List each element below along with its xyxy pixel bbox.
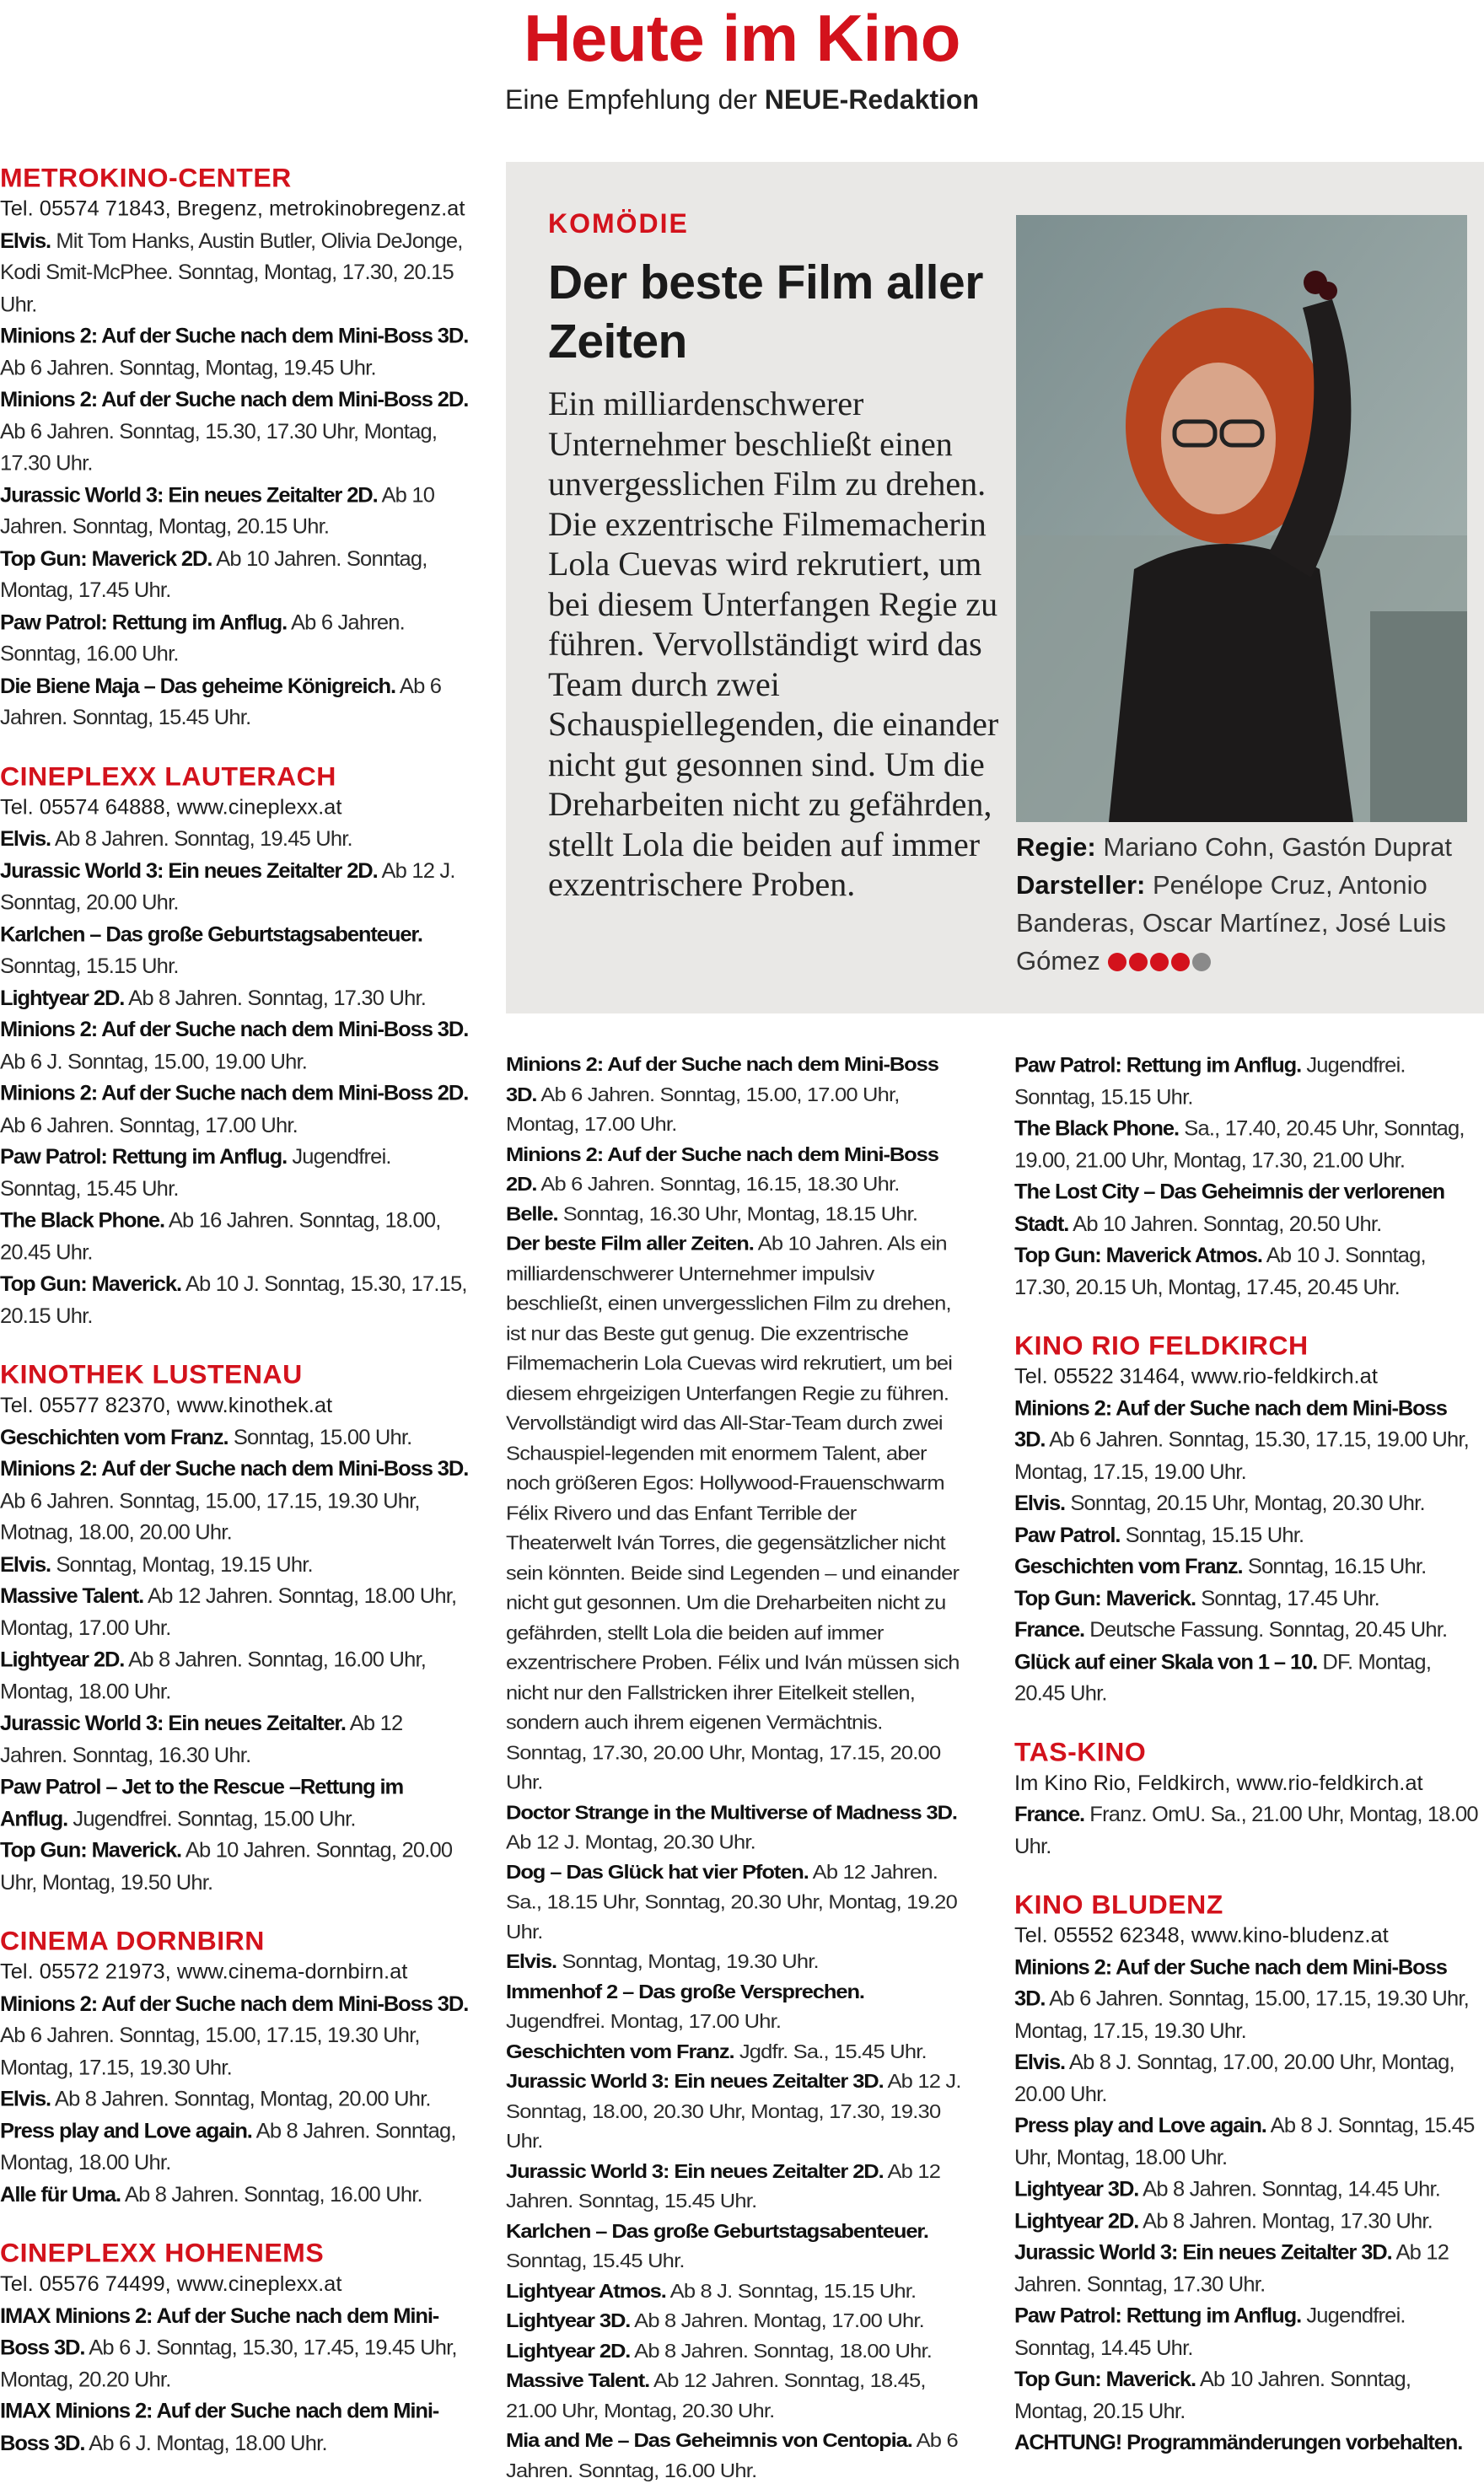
listing-entry bbox=[0, 1142, 472, 1205]
film-title: Elvis. bbox=[0, 1552, 51, 1577]
listings-column-3-venues bbox=[1014, 1330, 1482, 2459]
film-info: Ab 8 J. Sonntag, 17.00, 20.00 Uhr, Montag, 20.00 Uhr. bbox=[1014, 2051, 1454, 2106]
film-title: Die Biene Maja – Das geheime Königreich. bbox=[0, 674, 396, 698]
film-title: Minions 2: Auf der Suche nach dem Mini-Boss 3D. bbox=[1014, 1396, 1447, 1452]
film-info: Sonntag, 16.30 Uhr, Montag, 18.15 Uhr. bbox=[557, 1202, 918, 1225]
film-info: Ab 12 J. Sonntag, 20.00 Uhr. bbox=[0, 859, 455, 915]
film-info: Ab 8 Jahren. Sonntag, Montag, 20.00 Uhr. bbox=[51, 2087, 431, 2111]
venue-contact: Tel. 05576 74499, www.cineplexx.at bbox=[0, 2272, 342, 2296]
film-title: Elvis. bbox=[1014, 2051, 1066, 2074]
film-title: Immenhof 2 – Das große Versprechen. bbox=[506, 1981, 864, 2003]
film-title: Karlchen – Das große Geburtstagsabenteuer. bbox=[506, 2220, 928, 2243]
film-info: Ab 10 J. Sonntag, 15.30, 17.15, 20.15 Uhr. bbox=[0, 1272, 467, 1328]
film-info: Ab 10 Jahren. Als ein milliardenschwerer Unternehmer impulsiv beschließt, einen unvergesslichen Film zu drehen, ist nur das Beste gut genug. Die exzentrische Filmemacherin Lola Cuevas wird rekrutiert, um bei diesem ehrgeizigen Unterfangen Regie zu führen. Vervollständigt wird das All-Star-Team durch zwei Schauspiel-legenden mit enormem Talent, aber noch größeren Egos: Hollywood-Frauenschwarm Félix Rivero und das Enfant Terrible der Theaterwelt Iván Torres, die gegensätzlicher nicht sein könnten. Beide sind Legenden – und einander nicht gut gesonnen. Um die Dreharbeiten nicht zu gefährden, stellt Lola die beiden auf immer exzentrischere Proben. Félix und Iván müssen sich nicht nur den Fallstricken ihrer Eitelkeit stellen, sondern auch ihrem eigenen Vermächtnis. Sonntag, 17.30, 20.00 Uhr, Montag, 17.15, 20.00 Uhr. bbox=[506, 1233, 960, 1793]
film-info: Sonntag, Montag, 19.15 Uhr. bbox=[51, 1552, 313, 1577]
film-title: Jurassic World 3: Ein neues Zeitalter 2D. bbox=[0, 483, 378, 507]
film-info: Ab 10 Jahren. Sonntag, Montag, 20.15 Uhr. bbox=[1014, 2368, 1411, 2423]
listing-entry bbox=[1014, 2363, 1482, 2427]
film-title: Lightyear 3D. bbox=[506, 2309, 631, 2332]
film-title: Elvis. bbox=[1014, 1492, 1066, 1515]
film-title: Geschichten vom Franz. bbox=[506, 2040, 734, 2063]
listing-entry bbox=[0, 1581, 472, 1644]
listing-entry bbox=[506, 1229, 961, 1798]
listing-entry bbox=[0, 1988, 472, 2083]
film-info: Ab 6 J. Sonntag, 15.00, 19.00 Uhr. bbox=[0, 1050, 308, 1073]
film-info: Ab 8 Jahren. Sonntag, 16.00 Uhr. bbox=[120, 2183, 422, 2207]
film-info: Ab 8 Jahren. Sonntag, 17.30 Uhr. bbox=[124, 986, 427, 1010]
film-info: Deutsche Fassung. Sonntag, 20.45 Uhr. bbox=[1084, 1618, 1448, 1642]
film-title: Lightyear 2D. bbox=[0, 986, 125, 1010]
film-title: Elvis. bbox=[506, 1950, 557, 1973]
film-info: DF. Montag, 20.45 Uhr. bbox=[1014, 1650, 1432, 1706]
venue-block bbox=[1014, 1736, 1482, 1863]
film-title: France. bbox=[1014, 1803, 1085, 1826]
film-info: Jugendfrei. Sonntag, 15.00 Uhr. bbox=[67, 1807, 356, 1830]
film-title: Paw Patrol: Rettung im Anflug. bbox=[0, 1145, 288, 1169]
film-info: Jugendfrei. Montag, 17.00 Uhr. bbox=[506, 2010, 782, 2033]
feature-genre: KOMÖDIE bbox=[548, 208, 689, 239]
film-title: Lightyear 3D. bbox=[1014, 2177, 1139, 2201]
film-info: Ab 8 J. Sonntag, 15.15 Uhr. bbox=[665, 2280, 917, 2302]
film-title: Lightyear 2D. bbox=[0, 1648, 125, 1672]
venue-block bbox=[0, 2237, 472, 2459]
film-title: Paw Patrol. bbox=[1014, 1523, 1121, 1547]
listing-entry bbox=[506, 2067, 961, 2156]
film-info: Franz. OmU. Sa., 21.00 Uhr, Montag, 18.00 Uhr. bbox=[1014, 1803, 1478, 1858]
film-info: Jgdfr. Sa., 15.45 Uhr. bbox=[734, 2040, 927, 2063]
film-title: Top Gun: Maverick. bbox=[0, 1272, 181, 1296]
film-title: Elvis. bbox=[0, 228, 51, 253]
listing-entry bbox=[0, 982, 472, 1014]
film-title: ACHTUNG! Programmänderungen vorbehalten. bbox=[1014, 2431, 1463, 2454]
film-title: IMAX Minions 2: Auf der Suche nach dem Mini-Boss 3D. bbox=[0, 2400, 439, 2455]
listing-entry bbox=[506, 1857, 961, 1947]
listing-entry bbox=[0, 225, 472, 320]
film-info: Ab 8 Jahren. Sonntag, 14.45 Uhr. bbox=[1138, 2177, 1441, 2201]
film-title: Press play and Love again. bbox=[1014, 2114, 1266, 2137]
film-info: Jugendfrei. Sonntag, 14.45 Uhr. bbox=[1014, 2304, 1406, 2360]
film-title: Minions 2: Auf der Suche nach dem Mini-Boss 3D. bbox=[1014, 1955, 1447, 2011]
film-info: Ab 6 Jahren. Sonntag, 15.00, 17.15, 19.30 Uhr, Montag, 17.15, 19.30 Uhr. bbox=[1014, 1987, 1469, 2043]
film-info: Ab 6 Jahren. Sonntag, 15.30, 17.15, 19.00 Uhr, Montag, 17.15, 19.00 Uhr. bbox=[1014, 1428, 1469, 1484]
listing-entry bbox=[506, 2037, 961, 2067]
listing-entry bbox=[0, 855, 472, 918]
film-title: Minions 2: Auf der Suche nach dem Mini-Boss 3D. bbox=[0, 1457, 469, 1481]
film-info: Ab 8 Jahren. Sonntag, 19.45 Uhr. bbox=[51, 827, 352, 851]
rating-dot-filled bbox=[1108, 953, 1126, 971]
film-info: Ab 6 Jahren. Sonntag, Montag, 19.45 Uhr. bbox=[0, 356, 376, 380]
film-title: Mia and Me – Das Geheimnis von Centopia. bbox=[506, 2429, 912, 2452]
film-title: Press play and Love again. bbox=[0, 2119, 252, 2143]
listing-entry bbox=[1014, 2110, 1482, 2174]
venue-name: KINO RIO FELDKIRCH bbox=[1014, 1330, 1309, 1361]
film-title: Minions 2: Auf der Suche nach dem Mini-Boss 2D. bbox=[0, 1082, 469, 1105]
film-title: Lightyear 2D. bbox=[506, 2340, 631, 2362]
film-info: Mit Tom Hanks, Austin Butler, Olivia DeJonge, Kodi Smit-McPhee. Sonntag, Montag, 17.30, 20.15 Uhr. bbox=[0, 228, 463, 316]
listing-entry bbox=[506, 1947, 961, 1976]
listing-entry bbox=[1014, 1519, 1482, 1551]
listings-column-1 bbox=[0, 162, 472, 2486]
listing-entry bbox=[506, 1199, 961, 1228]
darsteller-label: Darsteller: bbox=[1016, 870, 1146, 900]
venue-contact: Tel. 05577 82370, www.kinothek.at bbox=[0, 1394, 333, 1417]
listing-entry bbox=[0, 1771, 472, 1835]
venue-contact: Tel. 05552 62348, www.kino-bludenz.at bbox=[1014, 1924, 1389, 1948]
listing-entry bbox=[1014, 2174, 1482, 2206]
film-title: IMAX Minions 2: Auf der Suche nach dem Mini-Boss 3D. bbox=[0, 2304, 439, 2360]
rating-dot-filled bbox=[1171, 953, 1190, 971]
listing-entry bbox=[0, 1644, 472, 1707]
page-title: Heute im Kino bbox=[524, 1, 960, 75]
film-title: Lightyear Atmos. bbox=[506, 2280, 666, 2302]
film-info: Ab 12 Jahren. Sonntag, 18.45, 21.00 Uhr, Montag, 20.30 Uhr. bbox=[506, 2369, 926, 2422]
film-title: Top Gun: Maverick. bbox=[1014, 1587, 1196, 1610]
feature-title: Der beste Film aller Zeiten bbox=[548, 255, 983, 368]
film-title: Elvis. bbox=[0, 2087, 51, 2111]
film-info: Ab 6 Jahren. Sonntag, 15.00, 17.15, 19.30 Uhr, Motnag, 18.00, 20.00 Uhr. bbox=[0, 1489, 420, 1545]
film-info: Ab 12 J. Montag, 20.30 Uhr. bbox=[506, 1831, 755, 1853]
film-title: The Black Phone. bbox=[1014, 1117, 1179, 1141]
listing-entry bbox=[1014, 1799, 1482, 1863]
feature-credits bbox=[1016, 828, 1467, 981]
listing-entry bbox=[0, 670, 472, 734]
film-info: Ab 6 Jahren. Sonntag, 16.00 Uhr. bbox=[506, 2429, 958, 2481]
film-info: Sonntag, 15.15 Uhr. bbox=[1120, 1523, 1304, 1547]
listing-entry bbox=[0, 1549, 472, 1581]
film-title: Alle für Uma. bbox=[0, 2183, 121, 2207]
venue-name: CINEPLEXX LAUTERACH bbox=[0, 761, 336, 791]
actress-photo-image bbox=[1016, 215, 1467, 822]
film-info: Ab 6 Jahren. Sonntag, 15.30, 17.30 Uhr, Montag, 17.30 Uhr. bbox=[0, 420, 438, 476]
film-title: Minions 2: Auf der Suche nach dem Mini-Boss 3D. bbox=[0, 1018, 469, 1042]
listing-entry bbox=[506, 2277, 961, 2306]
film-info: Ab 6 Jahren. Sonntag, 15.00, 17.00 Uhr, Montag, 17.00 Uhr. bbox=[506, 1083, 900, 1136]
film-info: Ab 12 J. Sonntag, 18.00, 20.30 Uhr, Montag, 17.30, 19.30 Uhr. bbox=[506, 2070, 961, 2153]
film-title: Minions 2: Auf der Suche nach dem Mini-Boss 3D. bbox=[0, 324, 469, 348]
film-info: Ab 6 J. Montag, 18.00 Uhr. bbox=[84, 2431, 327, 2455]
listings-column-3 bbox=[1014, 1050, 1482, 2486]
film-info: Ab 10 Jahren. Sonntag, 20.00 Uhr, Montag, 19.50 Uhr. bbox=[0, 1839, 453, 1895]
page-subtitle bbox=[0, 83, 1484, 116]
film-title: Minions 2: Auf der Suche nach dem Mini-Boss 2D. bbox=[0, 388, 469, 411]
venue-block bbox=[1014, 1889, 1482, 2459]
listing-entry bbox=[1014, 2206, 1482, 2238]
venue-contact: Im Kino Rio, Feldkirch, www.rio-feldkirch.at bbox=[1014, 1771, 1423, 1795]
listing-entry bbox=[1014, 2300, 1482, 2363]
venue-block bbox=[0, 162, 472, 734]
listing-entry bbox=[506, 2366, 961, 2426]
film-info: Ab 12 Jahren. Sonntag, 15.45 Uhr. bbox=[506, 2160, 941, 2212]
film-title: Karlchen – Das große Geburtstagsabenteuer. bbox=[0, 922, 422, 946]
film-info: Ab 12 Jahren. Sonntag, 17.30 Uhr. bbox=[1014, 2240, 1449, 2296]
film-info: Ab 8 Jahren. Montag, 17.00 Uhr. bbox=[630, 2309, 924, 2332]
listings-column-2 bbox=[506, 1050, 961, 2486]
listing-entry bbox=[1014, 2237, 1482, 2300]
listing-entry bbox=[0, 1707, 472, 1771]
film-title: Jurassic World 3: Ein neues Zeitalter 3D. bbox=[1014, 2240, 1392, 2265]
venue-block bbox=[1014, 1330, 1482, 1710]
film-info: Ab 10 Jahren. Sonntag, Montag, 17.45 Uhr. bbox=[0, 546, 427, 603]
film-title: Elvis. bbox=[0, 827, 51, 851]
listings-column-3-top bbox=[1014, 1050, 1482, 1304]
venue-block bbox=[0, 1358, 472, 1899]
film-info: Ab 10 Jahren. Sonntag, 20.50 Uhr. bbox=[1068, 1212, 1382, 1236]
listing-entry bbox=[506, 2217, 961, 2277]
film-info: Ab 12 Jahren. Sonntag, 18.00 Uhr, Montag, 17.00 Uhr. bbox=[0, 1584, 457, 1640]
film-title: Top Gun: Maverick. bbox=[0, 1839, 181, 1863]
film-info: Ab 12 Jahren. Sonntag, 16.30 Uhr. bbox=[0, 1712, 403, 1767]
listing-entry bbox=[1014, 1240, 1482, 1304]
film-info: Ab 6 Jahren. Sonntag, 17.00 Uhr. bbox=[0, 1113, 298, 1137]
film-info: Ab 10 Jahren. Sonntag, Montag, 20.15 Uhr. bbox=[0, 483, 435, 539]
film-title: Top Gun: Maverick Atmos. bbox=[1014, 1244, 1262, 1267]
venue-contact: Tel. 05574 71843, Bregenz, metrokinobregenz.at bbox=[0, 197, 465, 221]
film-title: Jurassic World 3: Ein neues Zeitalter 2D. bbox=[0, 859, 378, 883]
film-info: Ab 6 Jahren. Sonntag, 15.00, 17.15, 19.30 Uhr, Montag, 17.15, 19.30 Uhr. bbox=[0, 2024, 420, 2079]
listing-entry bbox=[1014, 1393, 1482, 1488]
film-info: Ab 8 Jahren. Montag, 17.30 Uhr. bbox=[1138, 2209, 1433, 2233]
venue-name: KINO BLUDENZ bbox=[1014, 1890, 1223, 1920]
listing-entry bbox=[1014, 1615, 1482, 1647]
film-info: Jugendfrei. Sonntag, 15.15 Uhr. bbox=[1014, 1053, 1406, 1109]
listing-entry bbox=[1014, 1583, 1482, 1615]
listing-entry bbox=[0, 1454, 472, 1549]
film-title: Paw Patrol – Jet to the Rescue –Rettung im Anflug. bbox=[0, 1775, 404, 1830]
listing-entry bbox=[506, 1139, 961, 1199]
film-title: Paw Patrol: Rettung im Anflug. bbox=[0, 610, 288, 634]
venue-block-continued bbox=[1014, 1050, 1482, 1304]
listing-entry bbox=[0, 1835, 472, 1898]
film-info: Ab 12 Jahren. Sa., 18.15 Uhr, Sonntag, 20.30 Uhr, Montag, 19.20 Uhr. bbox=[506, 1861, 957, 1943]
listing-entry bbox=[0, 919, 472, 982]
film-info: Ab 16 Jahren. Sonntag, 18.00, 20.45 Uhr. bbox=[0, 1208, 441, 1265]
listing-entry bbox=[0, 2179, 472, 2211]
film-info: Ab 8 J. Sonntag, 15.45 Uhr, Montag, 18.00 Uhr. bbox=[1014, 2114, 1475, 2169]
film-title: Top Gun: Maverick 2D. bbox=[0, 546, 212, 571]
subtitle-prefix: Eine Empfehlung der bbox=[505, 84, 765, 115]
film-info: Sonntag, 15.00 Uhr. bbox=[228, 1425, 412, 1449]
venue-name: TAS-KINO bbox=[1014, 1736, 1147, 1767]
listing-entry bbox=[0, 1268, 472, 1331]
listing-entry bbox=[0, 1422, 472, 1454]
film-info: Sonntag, Montag, 19.30 Uhr. bbox=[556, 1950, 819, 1973]
film-info: Jugendfrei. Sonntag, 15.45 Uhr. bbox=[0, 1145, 391, 1201]
film-title: Massive Talent. bbox=[506, 2369, 650, 2392]
film-title: The Lost City – Das Geheimnis der verlorenen Stadt. bbox=[1014, 1180, 1444, 1236]
film-info: Ab 8 Jahren. Sonntag, 16.00 Uhr, Montag, 18.00 Uhr. bbox=[0, 1648, 427, 1704]
venue-contact: Tel. 05572 21973, www.cinema-dornbirn.at bbox=[0, 1960, 408, 1984]
film-info: Ab 6 Jahren. Sonntag, 15.45 Uhr. bbox=[0, 674, 442, 729]
film-title: Belle. bbox=[506, 1202, 558, 1225]
film-title: Glück auf einer Skala von 1 – 10. bbox=[1014, 1650, 1318, 1674]
subtitle-bold: NEUE-Redaktion bbox=[764, 84, 979, 115]
venue-contact: Tel. 05522 31464, www.rio-feldkirch.at bbox=[1014, 1364, 1378, 1389]
rating-dot-filled bbox=[1129, 953, 1148, 971]
film-info: Ab 8 Jahren. Sonntag, 18.00 Uhr. bbox=[630, 2340, 933, 2362]
film-title: Geschichten vom Franz. bbox=[0, 1425, 229, 1449]
listing-entry bbox=[0, 543, 472, 606]
feature-text: Ein milliardenschwerer Unternehmer beschließt einen unvergesslichen Film zu drehen. Die exzentrische Filmemacherin Lola Cuevas wird rekrutiert, um bei diesem Unterfangen Regie zu führen. Vervollständigt wird das Team durch zwei Schauspiellegenden, die einander nicht gut gesonnen sind. Um die Dreharbeiten nicht zu gefährden, stellt Lola die beiden auf immer exzentrischere Proben. bbox=[548, 384, 999, 903]
venue-name: METROKINO-CENTER bbox=[0, 162, 292, 193]
venue-name: CINEMA DORNBIRN bbox=[0, 1925, 265, 1956]
venue-name: CINEPLEXX HOHENEMS bbox=[0, 2238, 325, 2268]
film-title: Lightyear 2D. bbox=[1014, 2209, 1139, 2233]
listing-entry bbox=[506, 1977, 961, 2037]
listing-entry bbox=[0, 320, 472, 384]
film-title: Jurassic World 3: Ein neues Zeitalter. bbox=[0, 1712, 346, 1735]
listing-entry bbox=[506, 1050, 961, 1139]
film-title: Paw Patrol: Rettung im Anflug. bbox=[1014, 2304, 1302, 2328]
film-title: Minions 2: Auf der Suche nach dem Mini-Boss 3D. bbox=[0, 1992, 469, 2016]
listing-entry bbox=[0, 1205, 472, 1268]
regie-label: Regie: bbox=[1016, 832, 1096, 862]
film-info: Sonntag, 20.15 Uhr, Montag, 20.30 Uhr. bbox=[1065, 1492, 1425, 1515]
listing-entry bbox=[506, 2336, 961, 2366]
film-info: Sa., 17.40, 20.45 Uhr, Sonntag, 19.00, 21.00 Uhr, Montag, 17.30, 21.00 Uhr. bbox=[1014, 1117, 1465, 1173]
film-title: Minions 2: Auf der Suche nach dem Mini-Boss 3D. bbox=[506, 1053, 938, 1105]
venue-name: KINOTHEK LUSTENAU bbox=[0, 1359, 303, 1390]
film-title: Dog – Das Glück hat vier Pfoten. bbox=[506, 1861, 809, 1884]
rating-dots bbox=[1108, 943, 1213, 981]
listing-entry bbox=[0, 2395, 472, 2459]
listing-entry bbox=[0, 1078, 472, 1141]
darsteller-value: Penélope Cruz, Antonio Banderas, Oscar Martínez, José Luis Gómez bbox=[1016, 870, 1447, 976]
film-title: Paw Patrol: Rettung im Anflug. bbox=[1014, 1053, 1302, 1078]
film-title: Top Gun: Maverick. bbox=[1014, 2368, 1196, 2391]
film-title: The Black Phone. bbox=[0, 1208, 164, 1233]
listing-entry bbox=[0, 823, 472, 855]
feature-photo bbox=[1016, 215, 1467, 822]
listing-entry bbox=[0, 606, 472, 669]
film-title: Doctor Strange in the Multiverse of Madness 3D. bbox=[506, 1801, 957, 1824]
listing-entry bbox=[1014, 1176, 1482, 1239]
listing-entry bbox=[0, 480, 472, 543]
feature-box bbox=[506, 162, 1484, 1013]
listing-entry bbox=[1014, 1050, 1482, 1113]
listing-entry bbox=[0, 384, 472, 479]
listing-entry bbox=[506, 2426, 961, 2486]
listing-entry bbox=[1014, 2427, 1482, 2459]
film-info: Ab 6 Jahren. Sonntag, 16.15, 18.30 Uhr. bbox=[536, 1173, 900, 1196]
film-title: Jurassic World 3: Ein neues Zeitalter 3D. bbox=[506, 2070, 884, 2093]
film-title: Geschichten vom Franz. bbox=[1014, 1555, 1243, 1578]
rating-dot-filled bbox=[1150, 953, 1169, 971]
film-info: Ab 10 J. Sonntag, 17.30, 20.15 Uh, Montag, 17.45, 20.45 Uhr. bbox=[1014, 1244, 1426, 1299]
listing-entry bbox=[0, 1014, 472, 1078]
listing-entry bbox=[1014, 1113, 1482, 1176]
listing-entry bbox=[506, 2306, 961, 2336]
listing-entry bbox=[0, 2083, 472, 2115]
listing-entry bbox=[1014, 1646, 1482, 1709]
film-title: Jurassic World 3: Ein neues Zeitalter 2D. bbox=[506, 2160, 884, 2183]
film-title: Massive Talent. bbox=[0, 1584, 144, 1608]
page-header bbox=[0, 0, 1484, 126]
listing-entry bbox=[1014, 1487, 1482, 1519]
film-info: Sonntag, 16.15 Uhr. bbox=[1242, 1555, 1427, 1578]
venue-contact: Tel. 05574 64888, www.cineplexx.at bbox=[0, 795, 342, 820]
film-info: Ab 8 Jahren. Sonntag, Montag, 18.00 Uhr. bbox=[0, 2119, 456, 2175]
listing-entry bbox=[0, 2115, 472, 2179]
venue-block bbox=[0, 1925, 472, 2211]
film-info: Sonntag, 15.15 Uhr. bbox=[0, 954, 179, 978]
listing-entry bbox=[506, 1798, 961, 1857]
venue-block bbox=[0, 761, 472, 1332]
film-title: Der beste Film aller Zeiten. bbox=[506, 1233, 754, 1255]
film-info: Sonntag, 17.45 Uhr. bbox=[1195, 1587, 1379, 1610]
listing-entry bbox=[1014, 1952, 1482, 2047]
listing-entry bbox=[506, 2157, 961, 2217]
film-title: Minions 2: Auf der Suche nach dem Mini-Boss 2D. bbox=[506, 1143, 938, 1196]
film-title: France. bbox=[1014, 1618, 1085, 1642]
film-info: Sonntag, 15.45 Uhr. bbox=[506, 2250, 685, 2272]
listing-entry bbox=[0, 2300, 472, 2395]
listing-entry bbox=[1014, 1551, 1482, 1583]
rating-dot-empty bbox=[1192, 953, 1211, 971]
regie-value: Mariano Cohn, Gastón Duprat bbox=[1103, 832, 1452, 862]
film-info: Ab 6 Jahren. Sonntag, 16.00 Uhr. bbox=[0, 610, 405, 666]
film-info: Ab 6 J. Sonntag, 15.30, 17.45, 19.45 Uhr, Montag, 20.20 Uhr. bbox=[0, 2336, 457, 2391]
listing-entry bbox=[1014, 2047, 1482, 2110]
